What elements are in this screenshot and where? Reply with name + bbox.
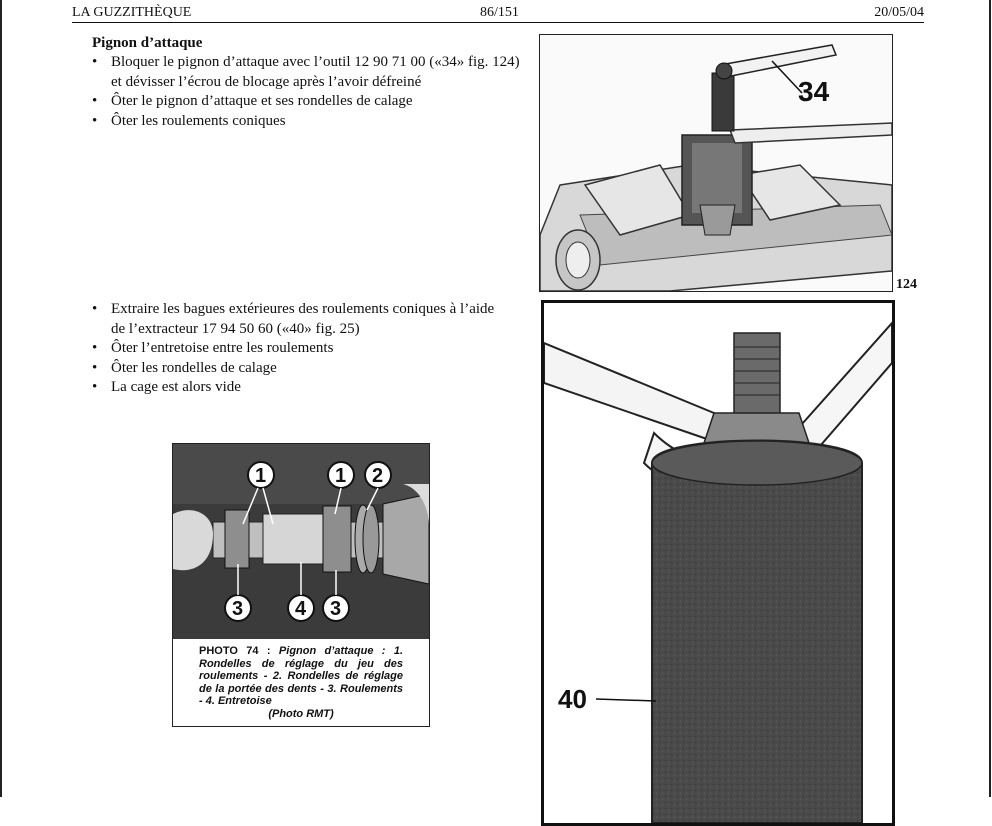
caption-heading: PHOTO 74 : <box>199 645 271 657</box>
header-title: LA GUZZITHÈQUE <box>72 5 192 20</box>
photo-74-caption <box>173 639 429 726</box>
list-item: • Ôter les roulements coniques <box>92 112 532 132</box>
header-rule <box>72 22 924 23</box>
figure-25-illustration <box>541 300 895 826</box>
list-item: • Ôter le pignon d’attaque et ses rondelles de calage <box>92 92 532 112</box>
header-date: 20/05/04 <box>874 5 924 20</box>
right-margin-rule <box>989 0 991 797</box>
extractor-drawing <box>544 303 892 823</box>
callout-1: 1 <box>335 465 347 487</box>
caption-credit: (Photo RMT) <box>268 707 334 720</box>
photo-74 <box>172 443 430 727</box>
steps-list-1 <box>92 53 532 131</box>
left-margin-rule <box>0 0 2 797</box>
list-item: • Ôter les rondelles de calage <box>92 359 512 379</box>
callout-3: 3 <box>232 598 244 620</box>
callout-34: 34 <box>798 76 830 107</box>
list-item: • La cage est alors vide <box>92 378 512 398</box>
page-number: 86/151 <box>480 5 519 20</box>
figure-124-illustration <box>539 34 893 292</box>
section-title: Pignon d’attaque <box>92 35 203 51</box>
callout-40: 40 <box>558 684 587 714</box>
caption-body: Pignon d’attaque : 1. Rondelles de réglage du jeu des roulements - 2. Rondelles de réglage de la portée des dents - 3. Roulements - 4. Entretoise <box>199 645 404 707</box>
list-item: • Extraire les bagues extérieures des roulements coniques à l’aide de l’extracteur 17 94 50 60 («40» fig. 25) <box>92 300 512 339</box>
steps-list-2 <box>92 300 512 398</box>
list-item: • Bloquer le pignon d’attaque avec l’outil 12 90 71 00 («34» fig. 124) et dévisser l’écrou de blocage après l’avoir défreiné <box>92 53 532 92</box>
callout-3: 3 <box>330 598 342 620</box>
callout-1: 1 <box>255 465 267 487</box>
pinion-tool-drawing <box>540 35 892 291</box>
list-item: • Ôter l’entretoise entre les roulements <box>92 339 512 359</box>
page-header <box>72 5 924 23</box>
callout-2: 2 <box>372 465 384 487</box>
photo-74-image <box>173 444 429 639</box>
callout-4: 4 <box>295 598 307 620</box>
figure-124-number: 124 <box>896 277 917 292</box>
